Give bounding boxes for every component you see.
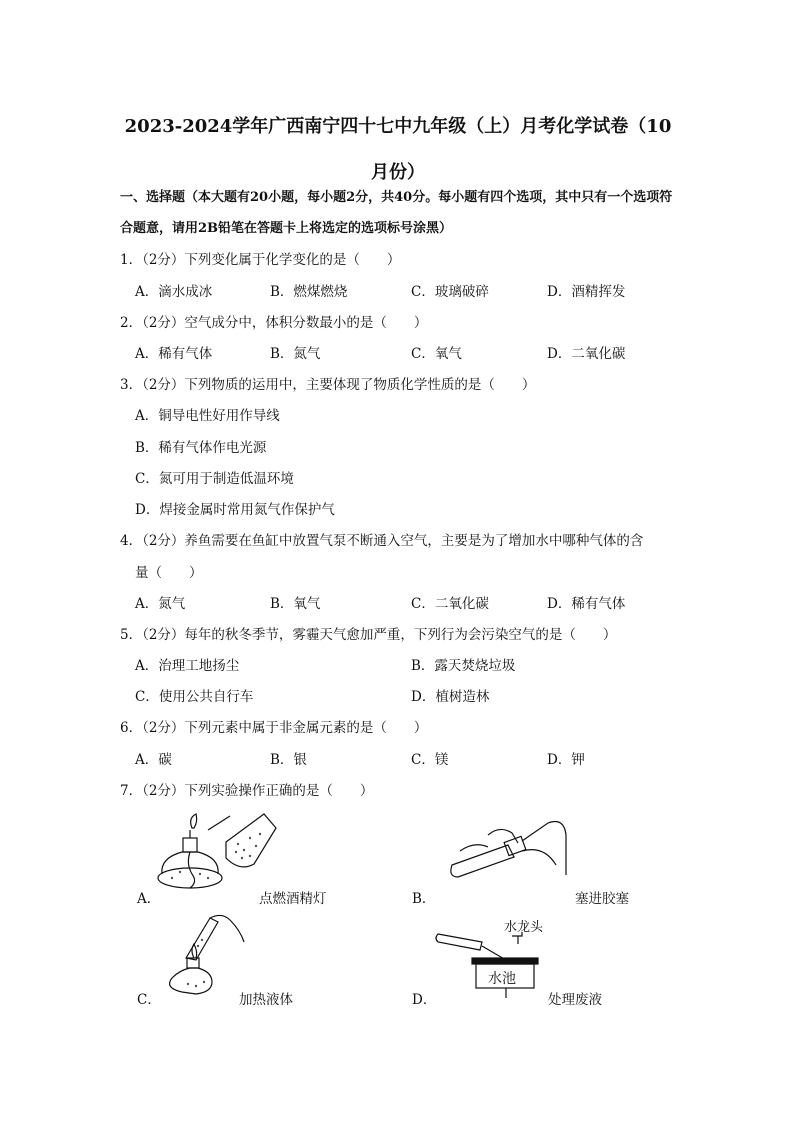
option-d-letter: D．: [412, 992, 437, 1008]
option-c-caption: 加热液体: [239, 992, 293, 1008]
option-d-caption: 处理废液: [548, 992, 602, 1008]
question-5-stem: 5．（2分）每年的秋冬季节，雾霾天气愈加严重，下列行为会污染空气的是（ ）: [120, 627, 617, 643]
option-c: C．使用公共自行车: [135, 689, 254, 705]
option-a-letter: A．: [137, 891, 161, 907]
sink-label: 水池: [488, 971, 516, 987]
option-b: B．氮气: [270, 346, 321, 362]
option-a: A．滴水成冰: [135, 284, 213, 300]
option-d: D．钾: [547, 752, 585, 768]
question-7-stem: 7．（2分）下列实验操作正确的是（ ）: [120, 783, 374, 799]
faucet-label: 水龙头: [504, 920, 544, 935]
figure-a-lighting-lamp: [152, 808, 282, 898]
option-a: A．铜导电性好用作导线: [135, 408, 280, 424]
option-c: C．镁: [411, 752, 449, 768]
option-b: B．燃煤燃烧: [270, 284, 348, 300]
option-b-letter: B．: [412, 891, 436, 907]
option-a: A．碳: [135, 752, 172, 768]
section-heading: 一、选择题（本大题有20小题，每小题2分，共40分。每小题有四个选项，其中只有一个选项符合题意，请用2B铅笔在答题卡上将选定的选项标号涂黑）: [120, 190, 673, 236]
option-c: C．氧气: [411, 346, 462, 362]
option-d: D．焊接金属时常用氮气作保护气: [135, 502, 335, 518]
option-d: D．二氧化碳: [547, 346, 626, 362]
option-d: D．植树造林: [411, 689, 490, 705]
page-title: 2023-2024学年广西南宁四十七中九年级（上）月考化学试卷（10月份）: [124, 116, 672, 183]
option-a-caption: 点燃酒精灯: [259, 891, 327, 907]
option-a: A．治理工地扬尘: [135, 658, 240, 674]
option-a: A．稀有气体: [135, 346, 213, 362]
option-c: C．二氧化碳: [411, 596, 489, 612]
option-d: D．稀有气体: [547, 596, 626, 612]
option-b-caption: 塞进胶塞: [575, 891, 629, 907]
option-d: D．酒精挥发: [547, 284, 626, 300]
option-c-letter: C．: [137, 992, 161, 1008]
question-6-stem: 6．（2分）下列元素中属于非金属元素的是（ ）: [120, 720, 428, 736]
option-c: C．氮可用于制造低温环境: [135, 471, 294, 487]
option-b: B．银: [270, 752, 307, 768]
option-b: B．露天焚烧垃圾: [411, 658, 516, 674]
question-2-stem: 2．（2分）空气成分中，体积分数最小的是（ ）: [120, 315, 428, 331]
figure-b-inserting-stopper: [448, 815, 578, 900]
question-4-stem: 4．（2分）养鱼需要在鱼缸中放置气泵不断通入空气，主要是为了增加水中哪种气体的含: [120, 533, 644, 549]
figure-c-heating-liquid: [160, 912, 250, 1002]
question-1-stem: 1．（2分）下列变化属于化学变化的是（ ）: [120, 252, 401, 268]
option-c: C．玻璃破碎: [411, 284, 489, 300]
question-4-stem-cont: 量（ ）: [135, 565, 203, 581]
option-b: B．稀有气体作电光源: [135, 440, 267, 456]
option-a: A．氮气: [135, 596, 186, 612]
option-b: B．氧气: [270, 596, 321, 612]
question-3-stem: 3．（2分）下列物质的运用中，主要体现了物质化学性质的是（ ）: [120, 377, 536, 393]
